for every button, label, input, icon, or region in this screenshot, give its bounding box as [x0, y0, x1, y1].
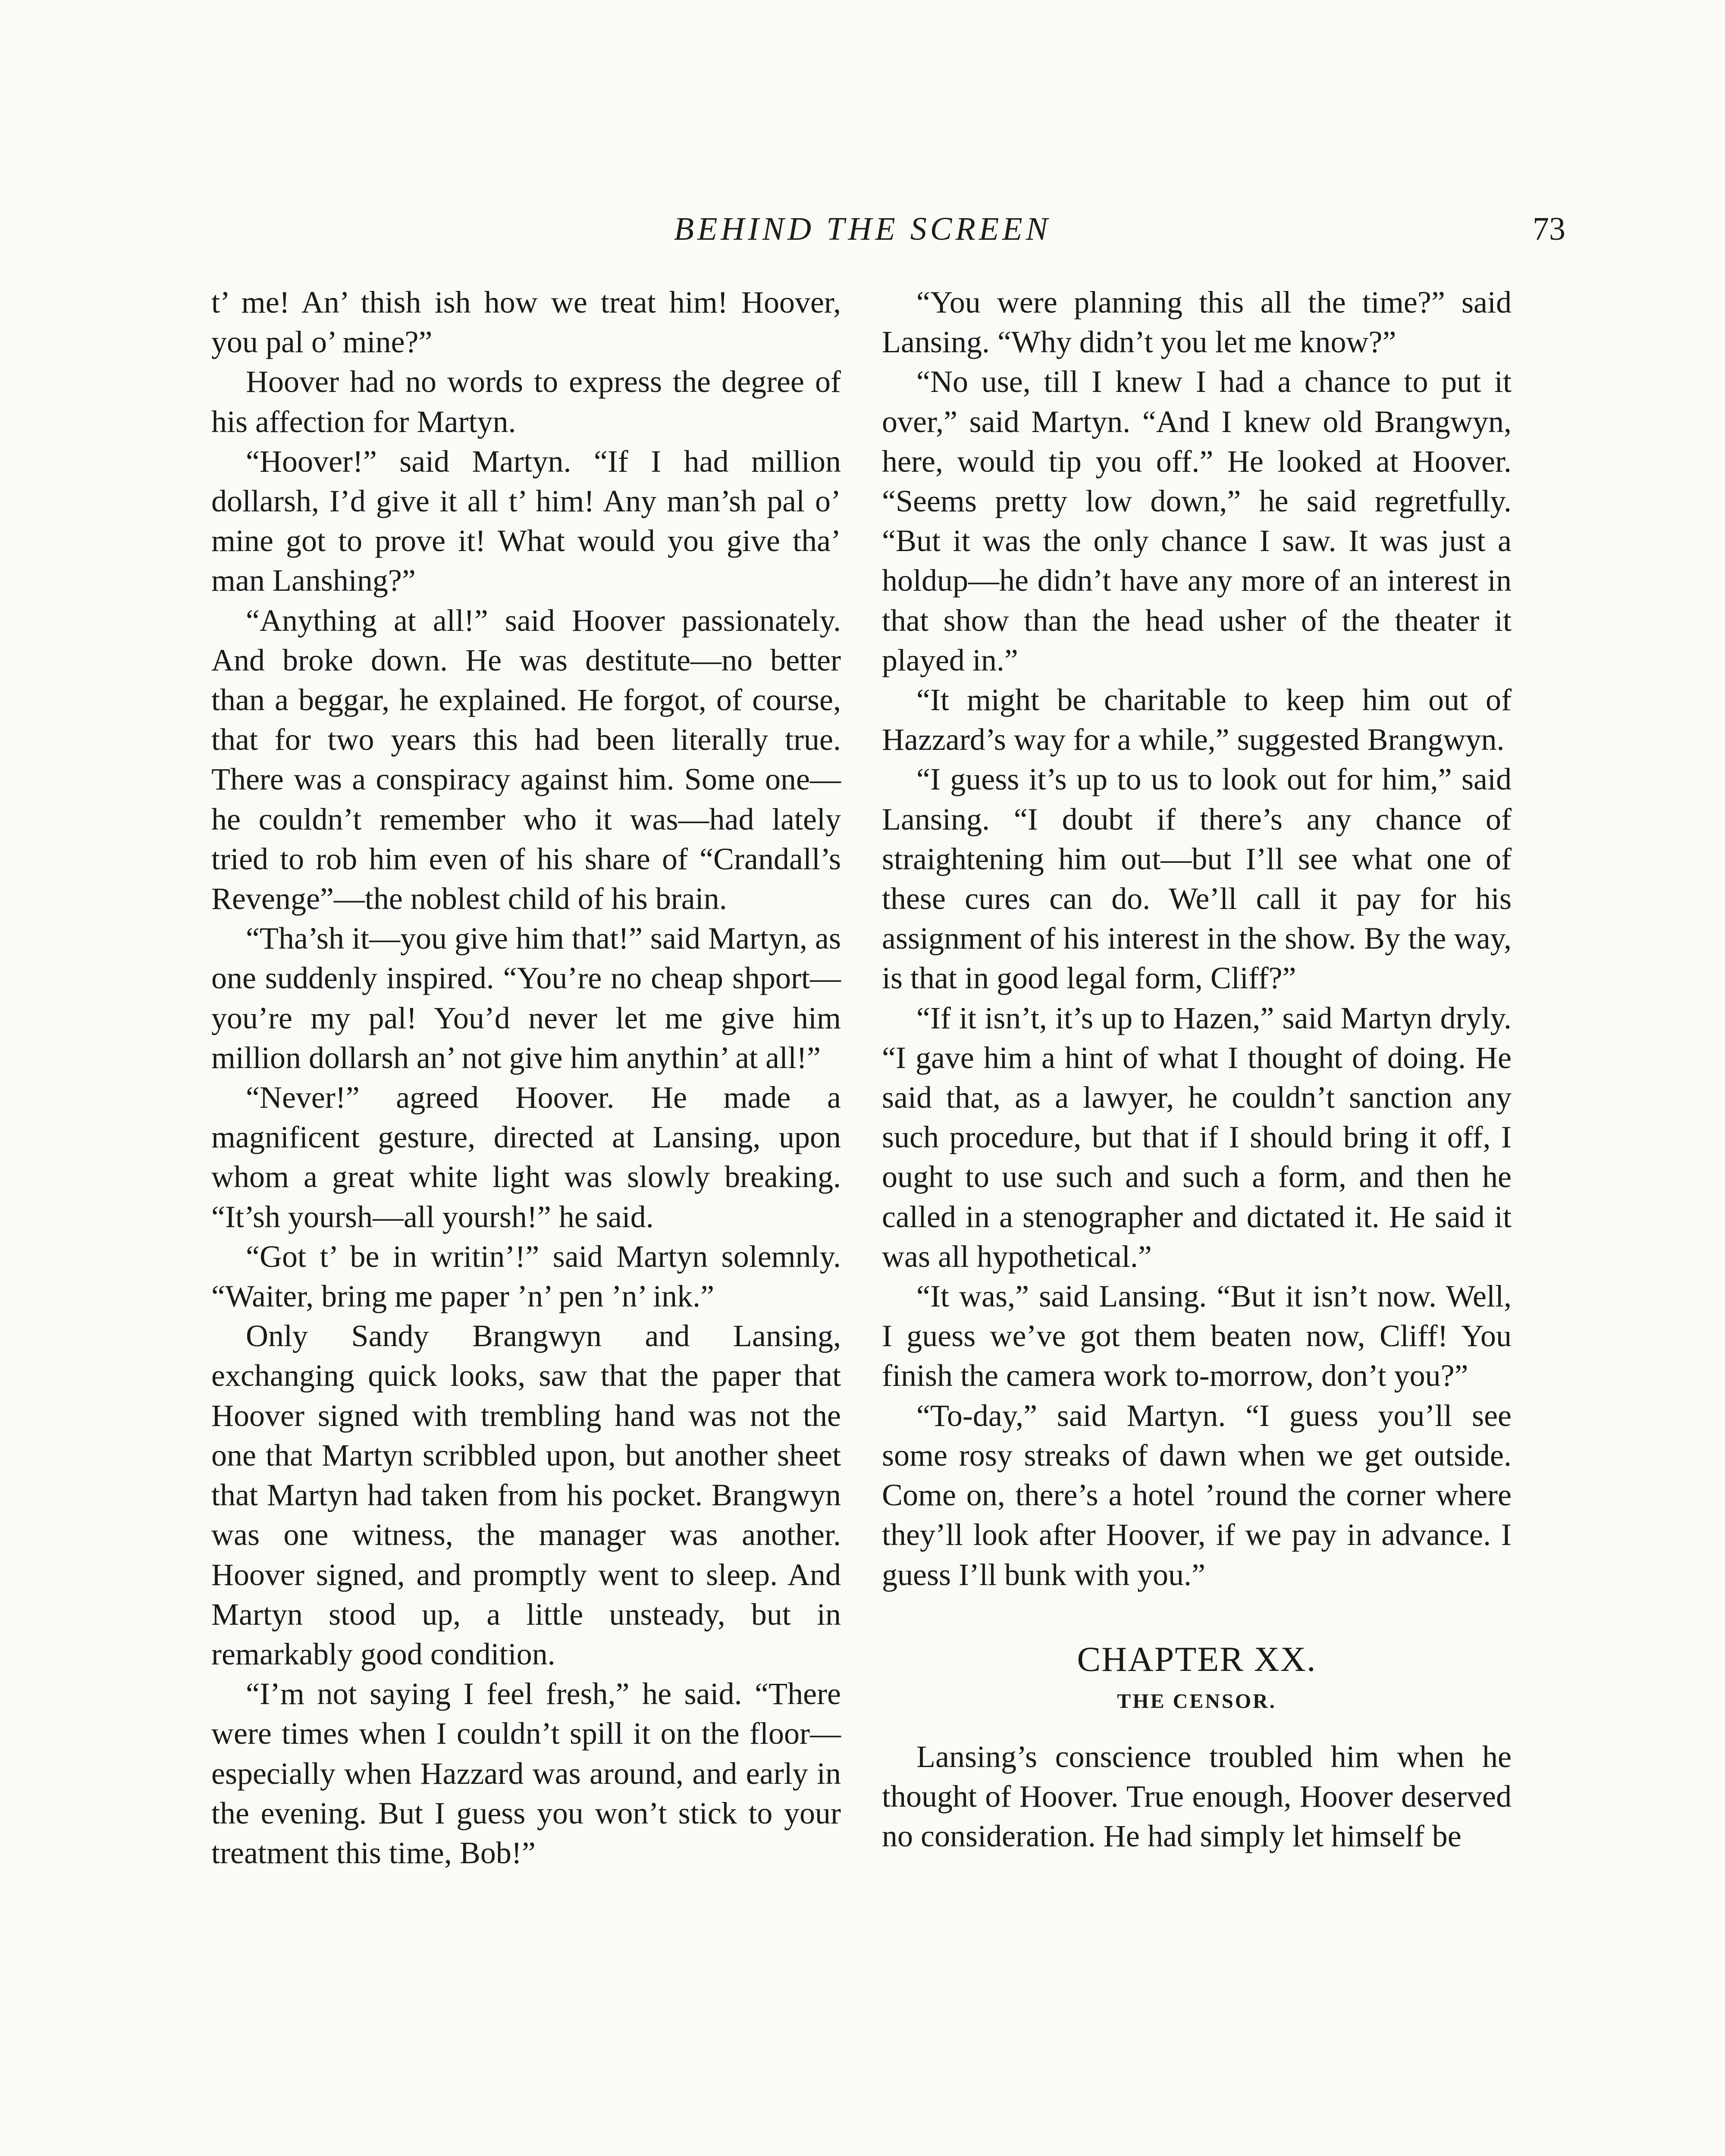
right-column — [882, 282, 1512, 1856]
paragraph: “It might be charitable to keep him out of Hazzard’s way for a while,” suggested Brangwyn. — [882, 683, 1512, 757]
running-title: BEHIND THE SCREEN — [674, 211, 1051, 247]
paragraph: “Never!” agreed Hoover. He made a magnificent gesture, directed at Lansing, upon whom a great white light was slowly breaking. “It’sh yoursh—all yoursh!” he said. — [211, 1080, 841, 1234]
paragraph: “Anything at all!” said Hoover passionately. And broke down. He was destitute—no better than a beggar, he explained. He forgot, of course, that for two years this had been literally true. There was a conspiracy against him. Some one—he couldn’t remember who it was—had lately tried to rob him even of his share of “Crandall’s Revenge”—the noblest child of his brain. — [211, 603, 841, 916]
paragraph: “I’m not saying I feel fresh,” he said. “There were times when I couldn’t spill it on the floor—especially when Hazzard was around, and early in the evening. But I guess you won’t stick to your treatment this time, Bob!” — [211, 1677, 841, 1870]
left-column — [211, 282, 841, 1873]
paragraph: Hoover had no words to express the degree of his affection for Martyn. — [211, 364, 841, 439]
paragraph: “No use, till I knew I had a chance to put it over,” said Martyn. “And I knew old Brangwyn, here, would tip you off.” He looked at Hoover. “Seems pretty low down,” he said regretfully. “But it was the only chance I saw. It was just a holdup—he didn’t have any more of an interest in that show than the head usher of the theater it played in.” — [882, 364, 1512, 677]
chapter-subtitle: THE CENSOR. — [1117, 1689, 1276, 1713]
paragraph: “I guess it’s up to us to look out for him,” said Lansing. “I doubt if there’s any chance of straightening him out—but I’ll see what one of these cures can do. We’ll call it pay for his assignment of his interest in the show. By the way, is that in good legal form, Cliff?” — [882, 762, 1512, 996]
paragraph: “Tha’sh it—you give him that!” said Martyn, as one suddenly inspired. “You’re no cheap shport—you’re my pal! You’d never let me give him million dollarsh an’ not give him anythin’ at all!” — [211, 921, 841, 1075]
paragraph: “You were planning this all the time?” said Lansing. “Why didn’t you let me know?” — [882, 285, 1512, 360]
paragraph: Only Sandy Brangwyn and Lansing, exchanging quick looks, saw that the paper that Hoover signed with trembling hand was not the one that Martyn scribbled upon, but another sheet that Martyn had taken from his pocket. Brangwyn was one witness, the manager was another. Hoover signed, and promptly went to sleep. And Martyn stood up, a little unsteady, but in remarkably good condition. — [211, 1319, 841, 1671]
chapter-opening-paragraph: Lansing’s conscience troubled him when he thought of Hoover. True enough, Hoover deserved no consideration. He had simply let himself be — [882, 1739, 1512, 1854]
page-number: 73 — [1533, 211, 1565, 247]
chapter-heading: CHAPTER XX. — [1077, 1639, 1317, 1679]
paragraph: “Got t’ be in writin’!” said Martyn solemnly. “Waiter, bring me paper ’n’ pen ’n’ ink.” — [211, 1239, 841, 1314]
paragraph: “Hoover!” said Martyn. “If I had million dollarsh, I’d give it all t’ him! Any man’sh pal o’ mine got to prove it! What would you give tha’ man Lanshing?” — [211, 444, 841, 598]
paragraph: “To-day,” said Martyn. “I guess you’ll see some rosy streaks of dawn when we get outside. Come on, there’s a hotel ’round the corner where they’ll look after Hoover, if we pay in advance. I guess I’ll bunk with you.” — [882, 1398, 1512, 1592]
paragraph: “It was,” said Lansing. “But it isn’t now. Well, I guess we’ve got them beaten now, Cliff! You finish the camera work to-morrow, don’t you?” — [882, 1279, 1512, 1393]
paragraph: “If it isn’t, it’s up to Hazen,” said Martyn dryly. “I gave him a hint of what I thought of doing. He said that, as a lawyer, he couldn’t sanction any such procedure, but that if I should bring it off, I ought to use such and such a form, and then he called in a stenographer and dictated it. He said it was all hypothetical.” — [882, 1000, 1512, 1274]
paragraph: t’ me! An’ thish ish how we treat him! Hoover, you pal o’ mine?” — [211, 285, 841, 360]
